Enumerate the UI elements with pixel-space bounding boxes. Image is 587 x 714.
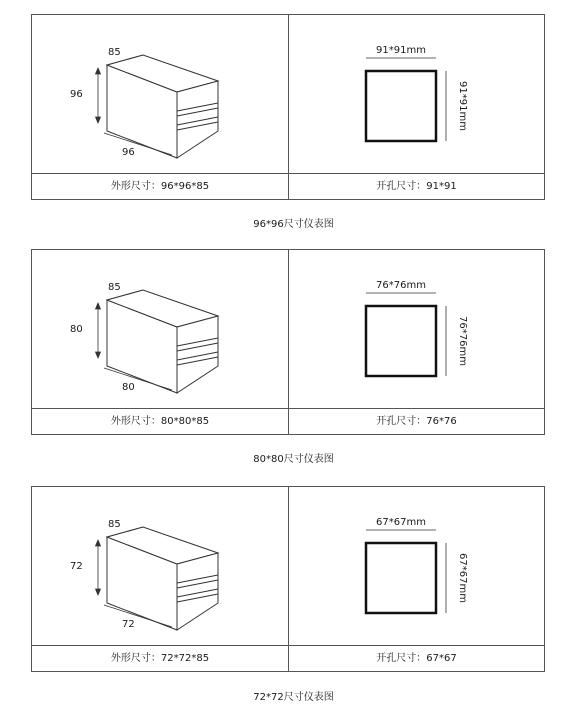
cutout-drawing <box>366 530 446 613</box>
diagram-caption: 72*72尺寸仪表图 <box>253 692 334 703</box>
box-depth-label: 85 <box>108 282 121 293</box>
cutout-drawing <box>366 58 446 141</box>
cutout-dimensions-label: 开孔尺寸：76*76 <box>376 416 457 427</box>
cutout-dimensions-label: 开孔尺寸：91*91 <box>376 181 457 192</box>
cutout-width-label: 67*67mm <box>376 517 426 528</box>
outer-dimensions-label: 外形尺寸：72*72*85 <box>110 653 210 664</box>
box-height-label: 72 <box>70 561 83 572</box>
box-depth-label: 85 <box>108 47 121 58</box>
box-width-label: 80 <box>122 382 135 393</box>
diagram-panel-96 <box>31 14 545 200</box>
box-width-label: 96 <box>122 147 135 158</box>
outer-dimensions-label: 外形尺寸：80*80*85 <box>110 416 210 427</box>
cutout-width-label: 76*76mm <box>376 280 426 291</box>
meter-box-drawing <box>107 290 218 393</box>
box-width-label: 72 <box>122 619 135 630</box>
meter-box-drawing <box>107 55 218 158</box>
diagram-caption: 80*80尺寸仪表图 <box>253 454 334 465</box>
cutout-dimensions-label: 开孔尺寸：67*67 <box>376 653 457 664</box>
diagram-caption: 96*96尺寸仪表图 <box>253 219 334 230</box>
cutout-drawing <box>366 293 446 376</box>
cutout-height-label: 76*76mm <box>457 316 468 366</box>
cutout-height-label: 91*91mm <box>457 81 468 131</box>
meter-box-drawing <box>107 527 218 630</box>
diagram-panel-80 <box>31 249 545 435</box>
box-height-label: 96 <box>70 89 83 100</box>
box-depth-label: 85 <box>108 519 121 530</box>
cutout-height-label: 67*67mm <box>457 553 468 603</box>
cutout-width-label: 91*91mm <box>376 45 426 56</box>
outer-dimensions-label: 外形尺寸：96*96*85 <box>110 181 210 192</box>
box-height-label: 80 <box>70 324 83 335</box>
diagram-panel-72 <box>31 486 545 672</box>
